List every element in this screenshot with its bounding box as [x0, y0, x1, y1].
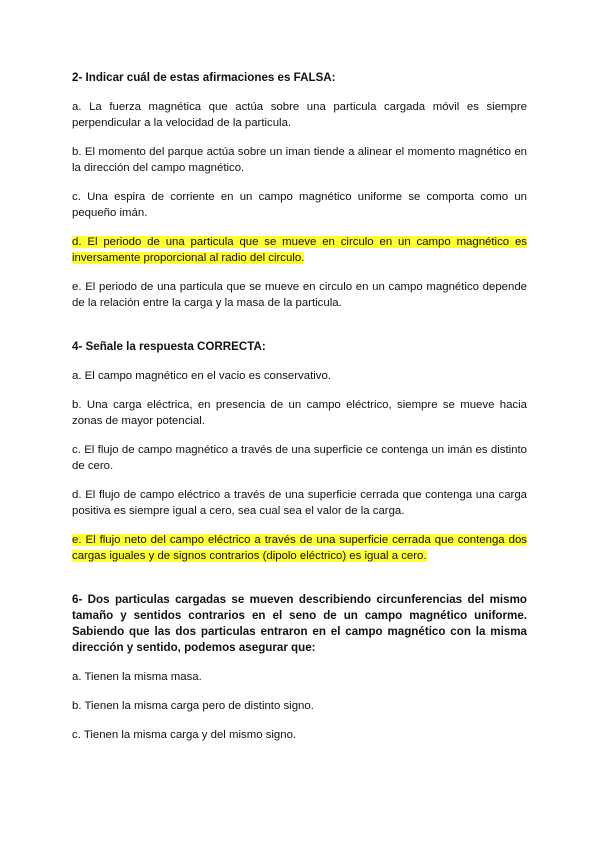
option-e-highlighted [72, 532, 527, 564]
question-6 [72, 592, 527, 743]
question-title: 2- Indicar cuál de estas afirmaciones es FALSA: [72, 71, 336, 84]
highlighted-answer: d. El periodo de una particula que se mueve en circulo en un campo magnético es inversamente proporcional al radio del circulo. [72, 236, 527, 264]
option-b: b. Una carga eléctrica, en presencia de un campo eléctrico, siempre se mueve hacia zonas de mayor potencial. [72, 399, 527, 427]
document-page [72, 70, 527, 743]
option-e: e. El periodo de una particula que se mueve en circulo en un campo magnético depende de la relación entre la carga y la masa de la particula. [72, 281, 527, 309]
option-d: d. El flujo de campo eléctrico a través de una superficie cerrada que contenga una carga positiva es siempre igual a cero, sea cual sea el valor de la carga. [72, 489, 527, 517]
option-d-highlighted [72, 234, 527, 266]
question-title: 6- Dos particulas cargadas se mueven describiendo circunferencias del mismo tamaño y sentidos contrarios en el seno de un campo magnético uniforme. Sabiendo que las dos particulas entraron en el campo magnético con la misma dirección y sentido, podemos asegurar que: [72, 593, 527, 654]
question-2 [72, 70, 527, 311]
option-c: c. Tienen la misma carga y del mismo signo. [72, 729, 297, 741]
question-title: 4- Señale la respuesta CORRECTA: [72, 340, 266, 353]
option-a: a. El campo magnético en el vacio es conservativo. [72, 370, 331, 382]
option-b: b. El momento del parque actúa sobre un iman tiende a alinear el momento magnético en la dirección del campo magnético. [72, 146, 527, 174]
option-b: b. Tienen la misma carga pero de distinto signo. [72, 700, 314, 712]
option-c: c. Una espira de corriente en un campo magnético uniforme se comporta como un pequeño imán. [72, 191, 527, 219]
option-a: a. La fuerza magnética que actúa sobre una particula cargada móvil es siempre perpendicular a la velocidad de la particula. [72, 101, 527, 129]
highlighted-answer: e. El flujo neto del campo eléctrico a través de una superficie cerrada que contenga dos cargas iguales y de signos contrarios (dipolo eléctrico) es igual a cero. [72, 534, 527, 562]
question-4 [72, 339, 527, 564]
option-a: a. Tienen la misma masa. [72, 671, 202, 683]
option-c: c. El flujo de campo magnético a través de una superficie ce contenga un imán es distinto de cero. [72, 444, 527, 472]
